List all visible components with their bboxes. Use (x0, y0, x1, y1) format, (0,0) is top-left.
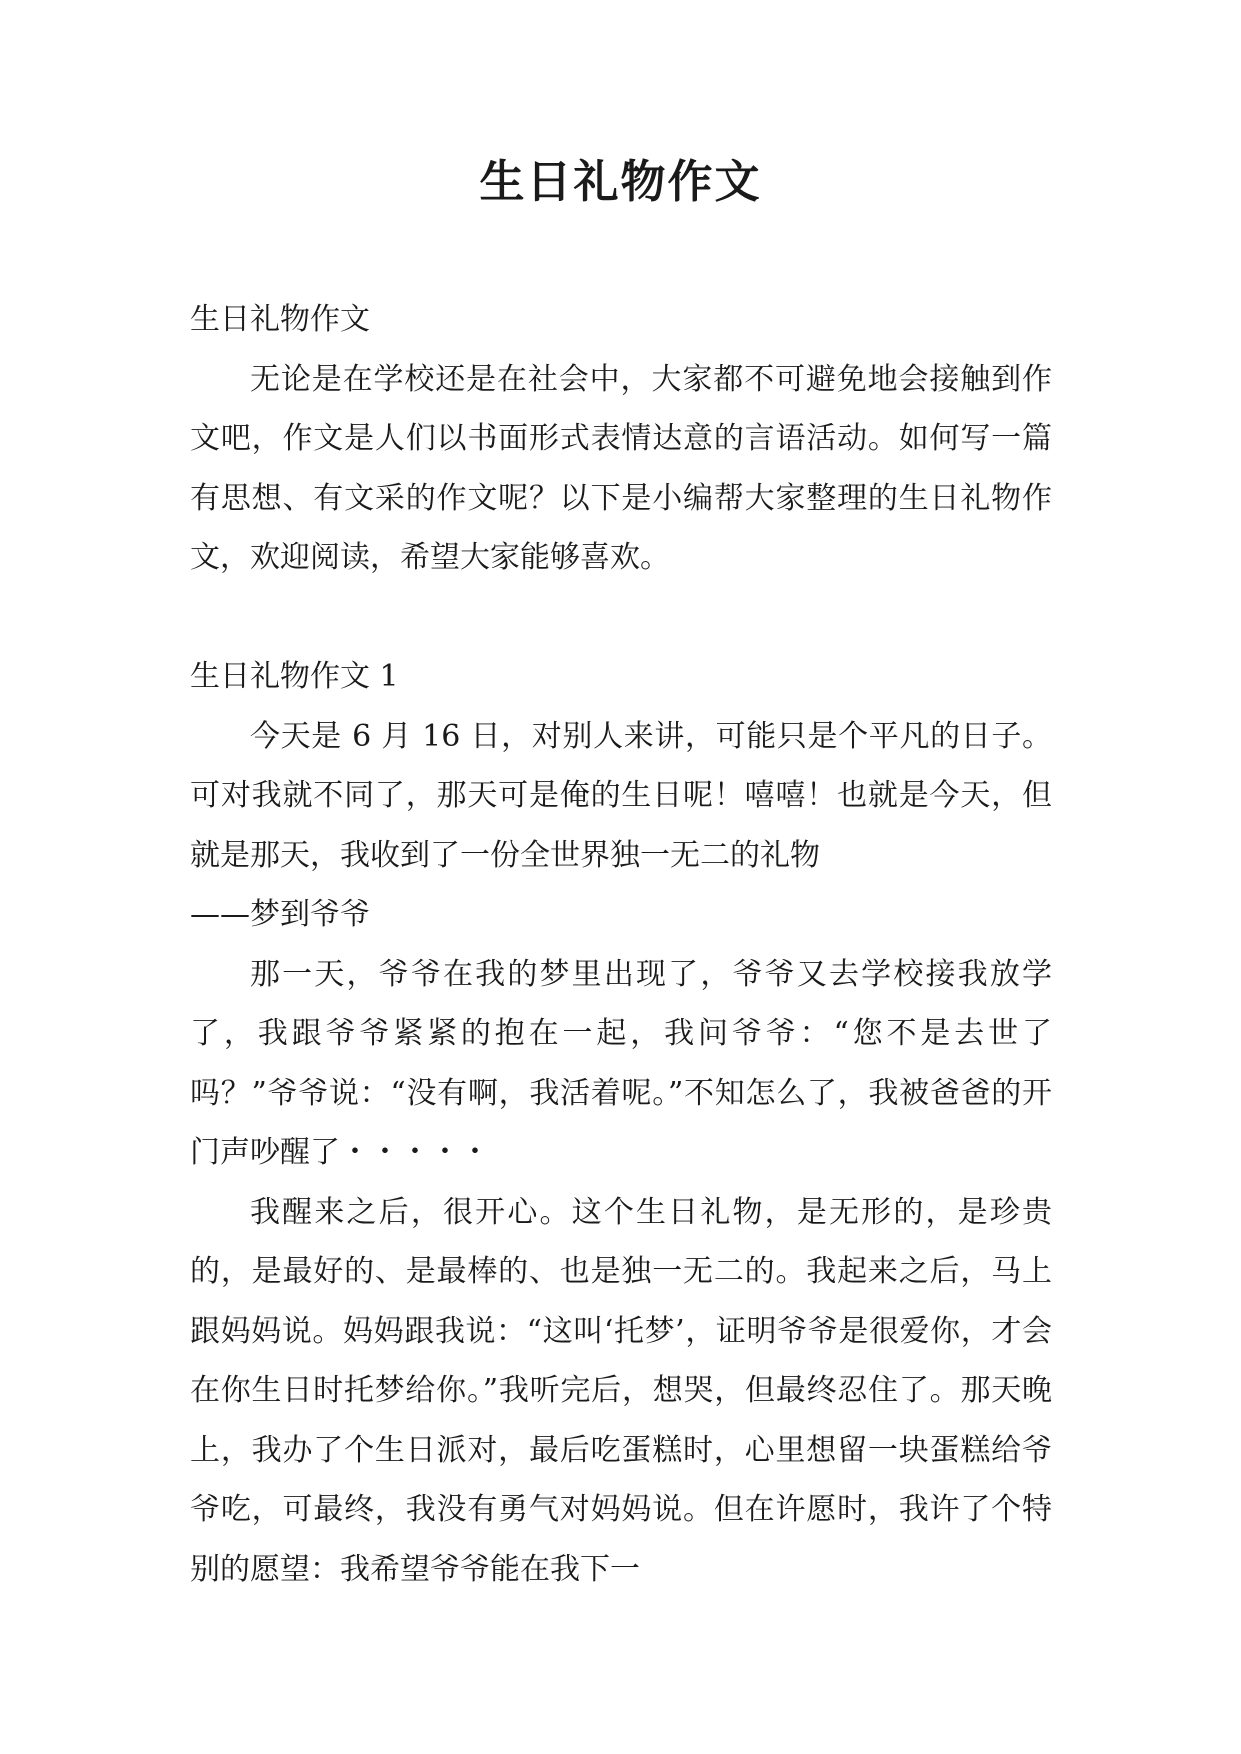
essay-1-paragraph-1: 今天是 6 月 16 日，对别人来讲，可能只是个平凡的日子。可对我就不同了，那天可是俺的生日呢！嘻嘻！也就是今天，但就是那天，我收到了一份全世界独一无二的礼物 (190, 718, 1052, 873)
essay-1-paragraph-3: 那一天，爷爷在我的梦里出现了，爷爷又去学校接我放学了，我跟爷爷紧紧的抱在一起，我问爷爷：“您不是去世了吗？”爷爷说：“没有啊，我活着呢。”不知怎么了，我被爸爸的开门声吵醒了・・・・・ (190, 956, 1052, 1170)
essay-1-paragraph-4: 我醒来之后，很开心。这个生日礼物，是无形的，是珍贵的，是最好的、是最棒的、也是独一无二的。我起来之后，马上跟妈妈说。妈妈跟我说：“这叫‘托梦’，证明爷爷是很爱你，才会在你生日时托梦给你。”我听完后，想哭，但最终忍住了。那天晚上，我办了个生日派对，最后吃蛋糕时，心里想留一块蛋糕给爷爷吃，可最终，我没有勇气对妈妈说。但在许愿时，我许了个特别的愿望：我希望爷爷能在我下一 (190, 1194, 1052, 1587)
document-title: 生日礼物作文 (479, 155, 762, 208)
essay-1-heading: 生日礼物作文 1 (190, 659, 399, 694)
section-spacer (190, 588, 1052, 648)
document-body (190, 290, 1052, 1599)
intro-heading: 生日礼物作文 (190, 302, 370, 337)
intro-paragraph: 无论是在学校还是在社会中，大家都不可避免地会接触到作文吧，作文是人们以书面形式表情达意的言语活动。如何写一篇有思想、有文采的作文呢？以下是小编帮大家整理的生日礼物作文，欢迎阅读，希望大家能够喜欢。 (190, 361, 1052, 575)
essay-1-paragraph-2: ——梦到爷爷 (190, 897, 370, 932)
